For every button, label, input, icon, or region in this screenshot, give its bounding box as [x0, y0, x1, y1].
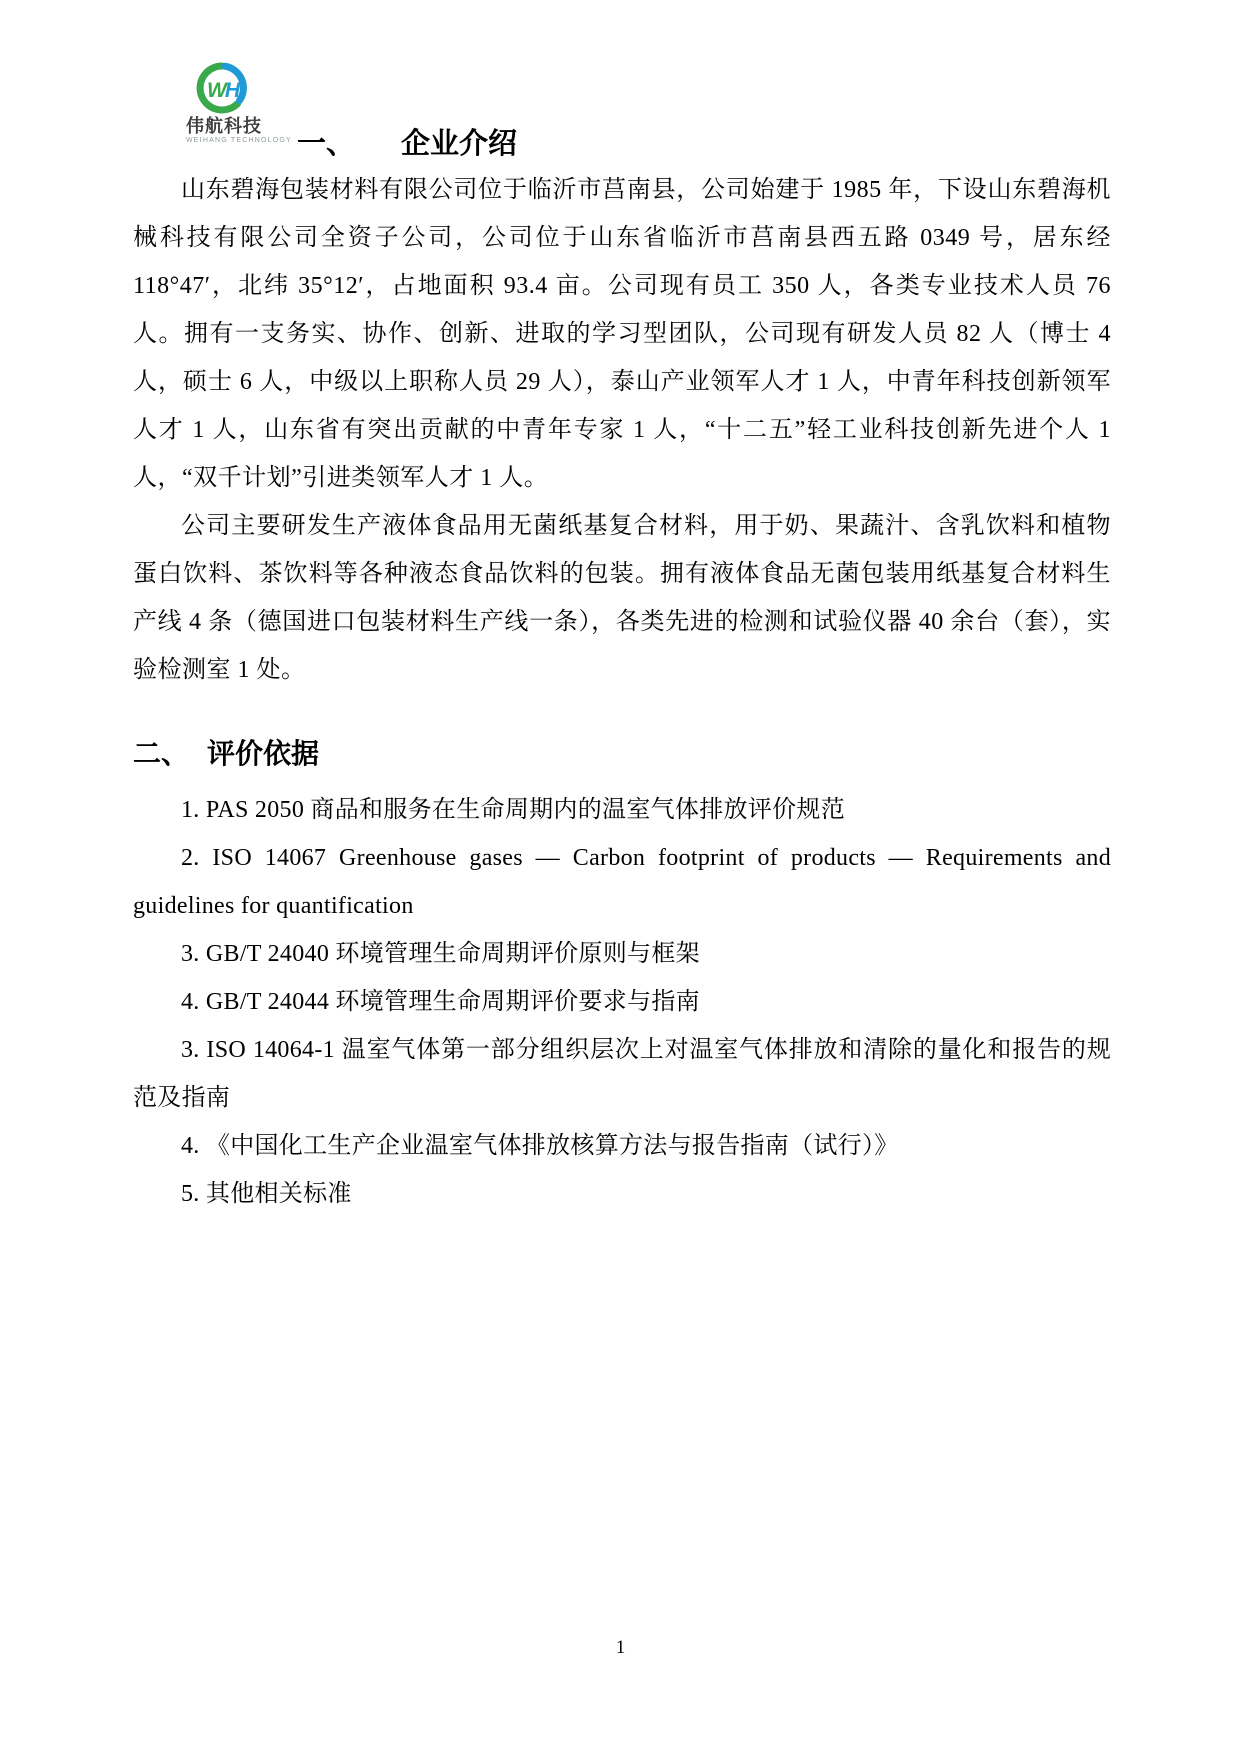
logo-letter-h: H	[224, 79, 240, 102]
logo-circle-wh-icon	[194, 60, 250, 116]
section2-heading-number: 二、	[133, 738, 190, 769]
section1-heading-number: 一、	[297, 128, 356, 160]
company-intro-paragraph-1: 山东碧海包装材料有限公司位于临沂市莒南县，公司始建于 1985 年，下设山东碧海机械科技有限公司全资子公司，公司位于山东省临沂市莒南县西五路 0349 号，居东经 118°47′，北纬 35°12′，占地面积 93.4 亩。公司现有员工 350 人，各类专业技术人员 76 人。拥有一支务实、协作、创新、进取的学习型团队，公司现有研发人员 82 人（博士 4 人，硕士 6 人，中级以上职称人员 29 人），泰山产业领军人才 1 人，中青年科技创新领军人才 1 人，山东省有突出贡献的中青年专家 1 人，“十二五”轻工业科技创新先进个人 1 人，“双千计划”引进类领军人才 1 人。	[133, 177, 1111, 491]
logo-company-name-en: WEIHANG TECHNOLOGY	[186, 137, 292, 144]
logo-company-name: 伟航科技	[186, 116, 262, 136]
reference-item: 3. GB/T 24040 环境管理生命周期评价原则与框架	[181, 941, 700, 967]
company-logo	[186, 60, 306, 145]
reference-item: 4. 《中国化工生产企业温室气体排放核算方法与报告指南（试行）》	[181, 1133, 899, 1159]
section1-heading	[297, 126, 517, 162]
reference-item: 1. PAS 2050 商品和服务在生命周期内的温室气体排放评价规范	[181, 797, 846, 823]
page-number: 1	[615, 1637, 626, 1658]
reference-item: 5. 其他相关标准	[181, 1181, 352, 1207]
company-intro-paragraph-2: 公司主要研发生产液体食品用无菌纸基复合材料，用于奶、果蔬汁、含乳饮料和植物蛋白饮料、茶饮料等各种液态食品饮料的包装。拥有液体食品无菌包装用纸基复合材料生产线 4 条（德国进口包装材料生产线一条），各类先进的检测和试验仪器 40 余台（套），实验检测室 1 处。	[133, 513, 1111, 683]
section2-heading-title: 评价依据	[207, 738, 320, 769]
section2-heading	[133, 730, 1111, 778]
document-body	[133, 166, 1111, 1218]
svg-text:WH	[207, 79, 241, 102]
reference-item: 2. ISO 14067 Greenhouse gases — Carbon footprint of products — Requirements and guidelines for quantification	[133, 845, 1111, 919]
reference-item: 3. ISO 14064-1 温室气体第一部分组织层次上对温室气体排放和清除的量化和报告的规范及指南	[133, 1037, 1111, 1111]
reference-item: 4. GB/T 24044 环境管理生命周期评价要求与指南	[181, 989, 700, 1015]
logo-letter-w: W	[207, 79, 227, 102]
section1-heading-title: 企业介绍	[401, 128, 518, 160]
